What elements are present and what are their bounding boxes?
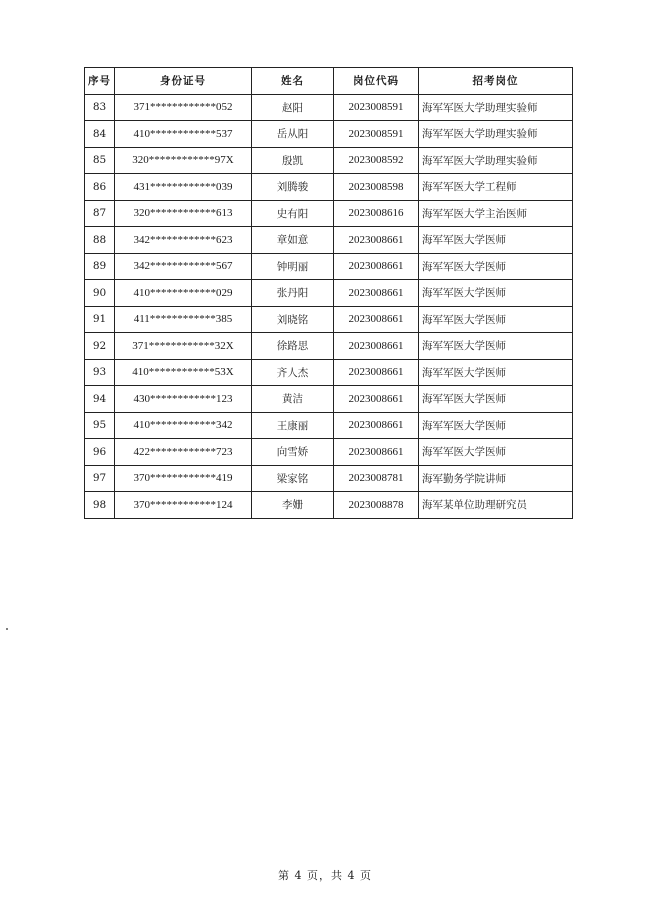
cell-position-code: 2023008616 bbox=[334, 200, 419, 227]
cell-name: 张丹阳 bbox=[252, 280, 334, 307]
cell-position: 海军军医大学医师 bbox=[419, 386, 573, 413]
cell-name: 钟明丽 bbox=[252, 253, 334, 280]
cell-position: 海军军医大学助理实验师 bbox=[419, 94, 573, 121]
cell-no: 84 bbox=[85, 121, 115, 148]
cell-no: 89 bbox=[85, 253, 115, 280]
cell-name: 赵阳 bbox=[252, 94, 334, 121]
header-row bbox=[85, 68, 573, 95]
cell-position-code: 2023008781 bbox=[334, 465, 419, 492]
cell-no: 87 bbox=[85, 200, 115, 227]
cell-name: 徐路思 bbox=[252, 333, 334, 360]
cell-position-code: 2023008878 bbox=[334, 492, 419, 519]
cell-position-code: 2023008661 bbox=[334, 359, 419, 386]
cell-name: 李姗 bbox=[252, 492, 334, 519]
cell-position: 海军军医大学医师 bbox=[419, 359, 573, 386]
table-row bbox=[85, 94, 573, 121]
cell-id-number: 411************385 bbox=[115, 306, 252, 333]
cell-no: 92 bbox=[85, 333, 115, 360]
cell-position-code: 2023008598 bbox=[334, 174, 419, 201]
cell-name: 齐人杰 bbox=[252, 359, 334, 386]
cell-name: 史有阳 bbox=[252, 200, 334, 227]
header-name: 姓名 bbox=[252, 68, 334, 95]
cell-no: 86 bbox=[85, 174, 115, 201]
cell-no: 95 bbox=[85, 412, 115, 439]
cell-no: 96 bbox=[85, 439, 115, 466]
cell-name: 岳从阳 bbox=[252, 121, 334, 148]
cell-position: 海军军医大学医师 bbox=[419, 227, 573, 254]
cell-position-code: 2023008591 bbox=[334, 94, 419, 121]
table-row bbox=[85, 386, 573, 413]
table-row bbox=[85, 200, 573, 227]
table-row bbox=[85, 359, 573, 386]
cell-id-number: 410************53X bbox=[115, 359, 252, 386]
cell-position-code: 2023008661 bbox=[334, 306, 419, 333]
cell-no: 83 bbox=[85, 94, 115, 121]
cell-position: 海军军医大学医师 bbox=[419, 253, 573, 280]
cell-no: 88 bbox=[85, 227, 115, 254]
table-row bbox=[85, 333, 573, 360]
cell-name: 王康丽 bbox=[252, 412, 334, 439]
cell-position-code: 2023008661 bbox=[334, 386, 419, 413]
cell-id-number: 371************052 bbox=[115, 94, 252, 121]
cell-id-number: 370************419 bbox=[115, 465, 252, 492]
table-header bbox=[85, 68, 573, 95]
cell-id-number: 431************039 bbox=[115, 174, 252, 201]
cell-id-number: 410************537 bbox=[115, 121, 252, 148]
cell-id-number: 371************32X bbox=[115, 333, 252, 360]
cell-id-number: 370************124 bbox=[115, 492, 252, 519]
table-row bbox=[85, 280, 573, 307]
cell-name: 章如意 bbox=[252, 227, 334, 254]
cell-name: 刘晓铭 bbox=[252, 306, 334, 333]
cell-position: 海军某单位助理研究员 bbox=[419, 492, 573, 519]
scan-speck bbox=[6, 628, 8, 630]
cell-name: 梁家铭 bbox=[252, 465, 334, 492]
table-row bbox=[85, 121, 573, 148]
table-row bbox=[85, 412, 573, 439]
cell-no: 90 bbox=[85, 280, 115, 307]
cell-position: 海军军医大学主治医师 bbox=[419, 200, 573, 227]
table-row bbox=[85, 174, 573, 201]
cell-id-number: 342************567 bbox=[115, 253, 252, 280]
table-body bbox=[85, 94, 573, 518]
cell-position: 海军军医大学医师 bbox=[419, 280, 573, 307]
header-position: 招考岗位 bbox=[419, 68, 573, 95]
table-row bbox=[85, 147, 573, 174]
table-row bbox=[85, 306, 573, 333]
cell-no: 98 bbox=[85, 492, 115, 519]
table-row bbox=[85, 253, 573, 280]
cell-name: 刘腾骏 bbox=[252, 174, 334, 201]
cell-id-number: 320************613 bbox=[115, 200, 252, 227]
cell-no: 93 bbox=[85, 359, 115, 386]
header-code: 岗位代码 bbox=[334, 68, 419, 95]
cell-position: 海军军医大学医师 bbox=[419, 412, 573, 439]
cell-position-code: 2023008592 bbox=[334, 147, 419, 174]
cell-no: 91 bbox=[85, 306, 115, 333]
cell-position: 海军军医大学助理实验师 bbox=[419, 147, 573, 174]
cell-position-code: 2023008661 bbox=[334, 439, 419, 466]
cell-no: 97 bbox=[85, 465, 115, 492]
cell-id-number: 342************623 bbox=[115, 227, 252, 254]
cell-name: 殷凯 bbox=[252, 147, 334, 174]
cell-no: 85 bbox=[85, 147, 115, 174]
cell-position: 海军军医大学工程师 bbox=[419, 174, 573, 201]
table-row bbox=[85, 227, 573, 254]
cell-position-code: 2023008591 bbox=[334, 121, 419, 148]
cell-name: 向雪娇 bbox=[252, 439, 334, 466]
cell-id-number: 422************723 bbox=[115, 439, 252, 466]
cell-id-number: 410************342 bbox=[115, 412, 252, 439]
cell-id-number: 320************97X bbox=[115, 147, 252, 174]
cell-position-code: 2023008661 bbox=[334, 333, 419, 360]
header-id: 身份证号 bbox=[115, 68, 252, 95]
header-no: 序号 bbox=[85, 68, 115, 95]
cell-id-number: 410************029 bbox=[115, 280, 252, 307]
cell-position-code: 2023008661 bbox=[334, 253, 419, 280]
cell-position: 海军勤务学院讲师 bbox=[419, 465, 573, 492]
cell-position: 海军军医大学助理实验师 bbox=[419, 121, 573, 148]
table-row bbox=[85, 492, 573, 519]
cell-position: 海军军医大学医师 bbox=[419, 306, 573, 333]
table-row bbox=[85, 439, 573, 466]
candidate-table bbox=[84, 67, 573, 519]
cell-name: 黄洁 bbox=[252, 386, 334, 413]
cell-id-number: 430************123 bbox=[115, 386, 252, 413]
page-number: 第 4 页，共 4 页 bbox=[278, 869, 372, 882]
cell-position-code: 2023008661 bbox=[334, 280, 419, 307]
cell-position-code: 2023008661 bbox=[334, 227, 419, 254]
table-row bbox=[85, 465, 573, 492]
cell-position-code: 2023008661 bbox=[334, 412, 419, 439]
cell-position: 海军军医大学医师 bbox=[419, 439, 573, 466]
cell-no: 94 bbox=[85, 386, 115, 413]
cell-position: 海军军医大学医师 bbox=[419, 333, 573, 360]
